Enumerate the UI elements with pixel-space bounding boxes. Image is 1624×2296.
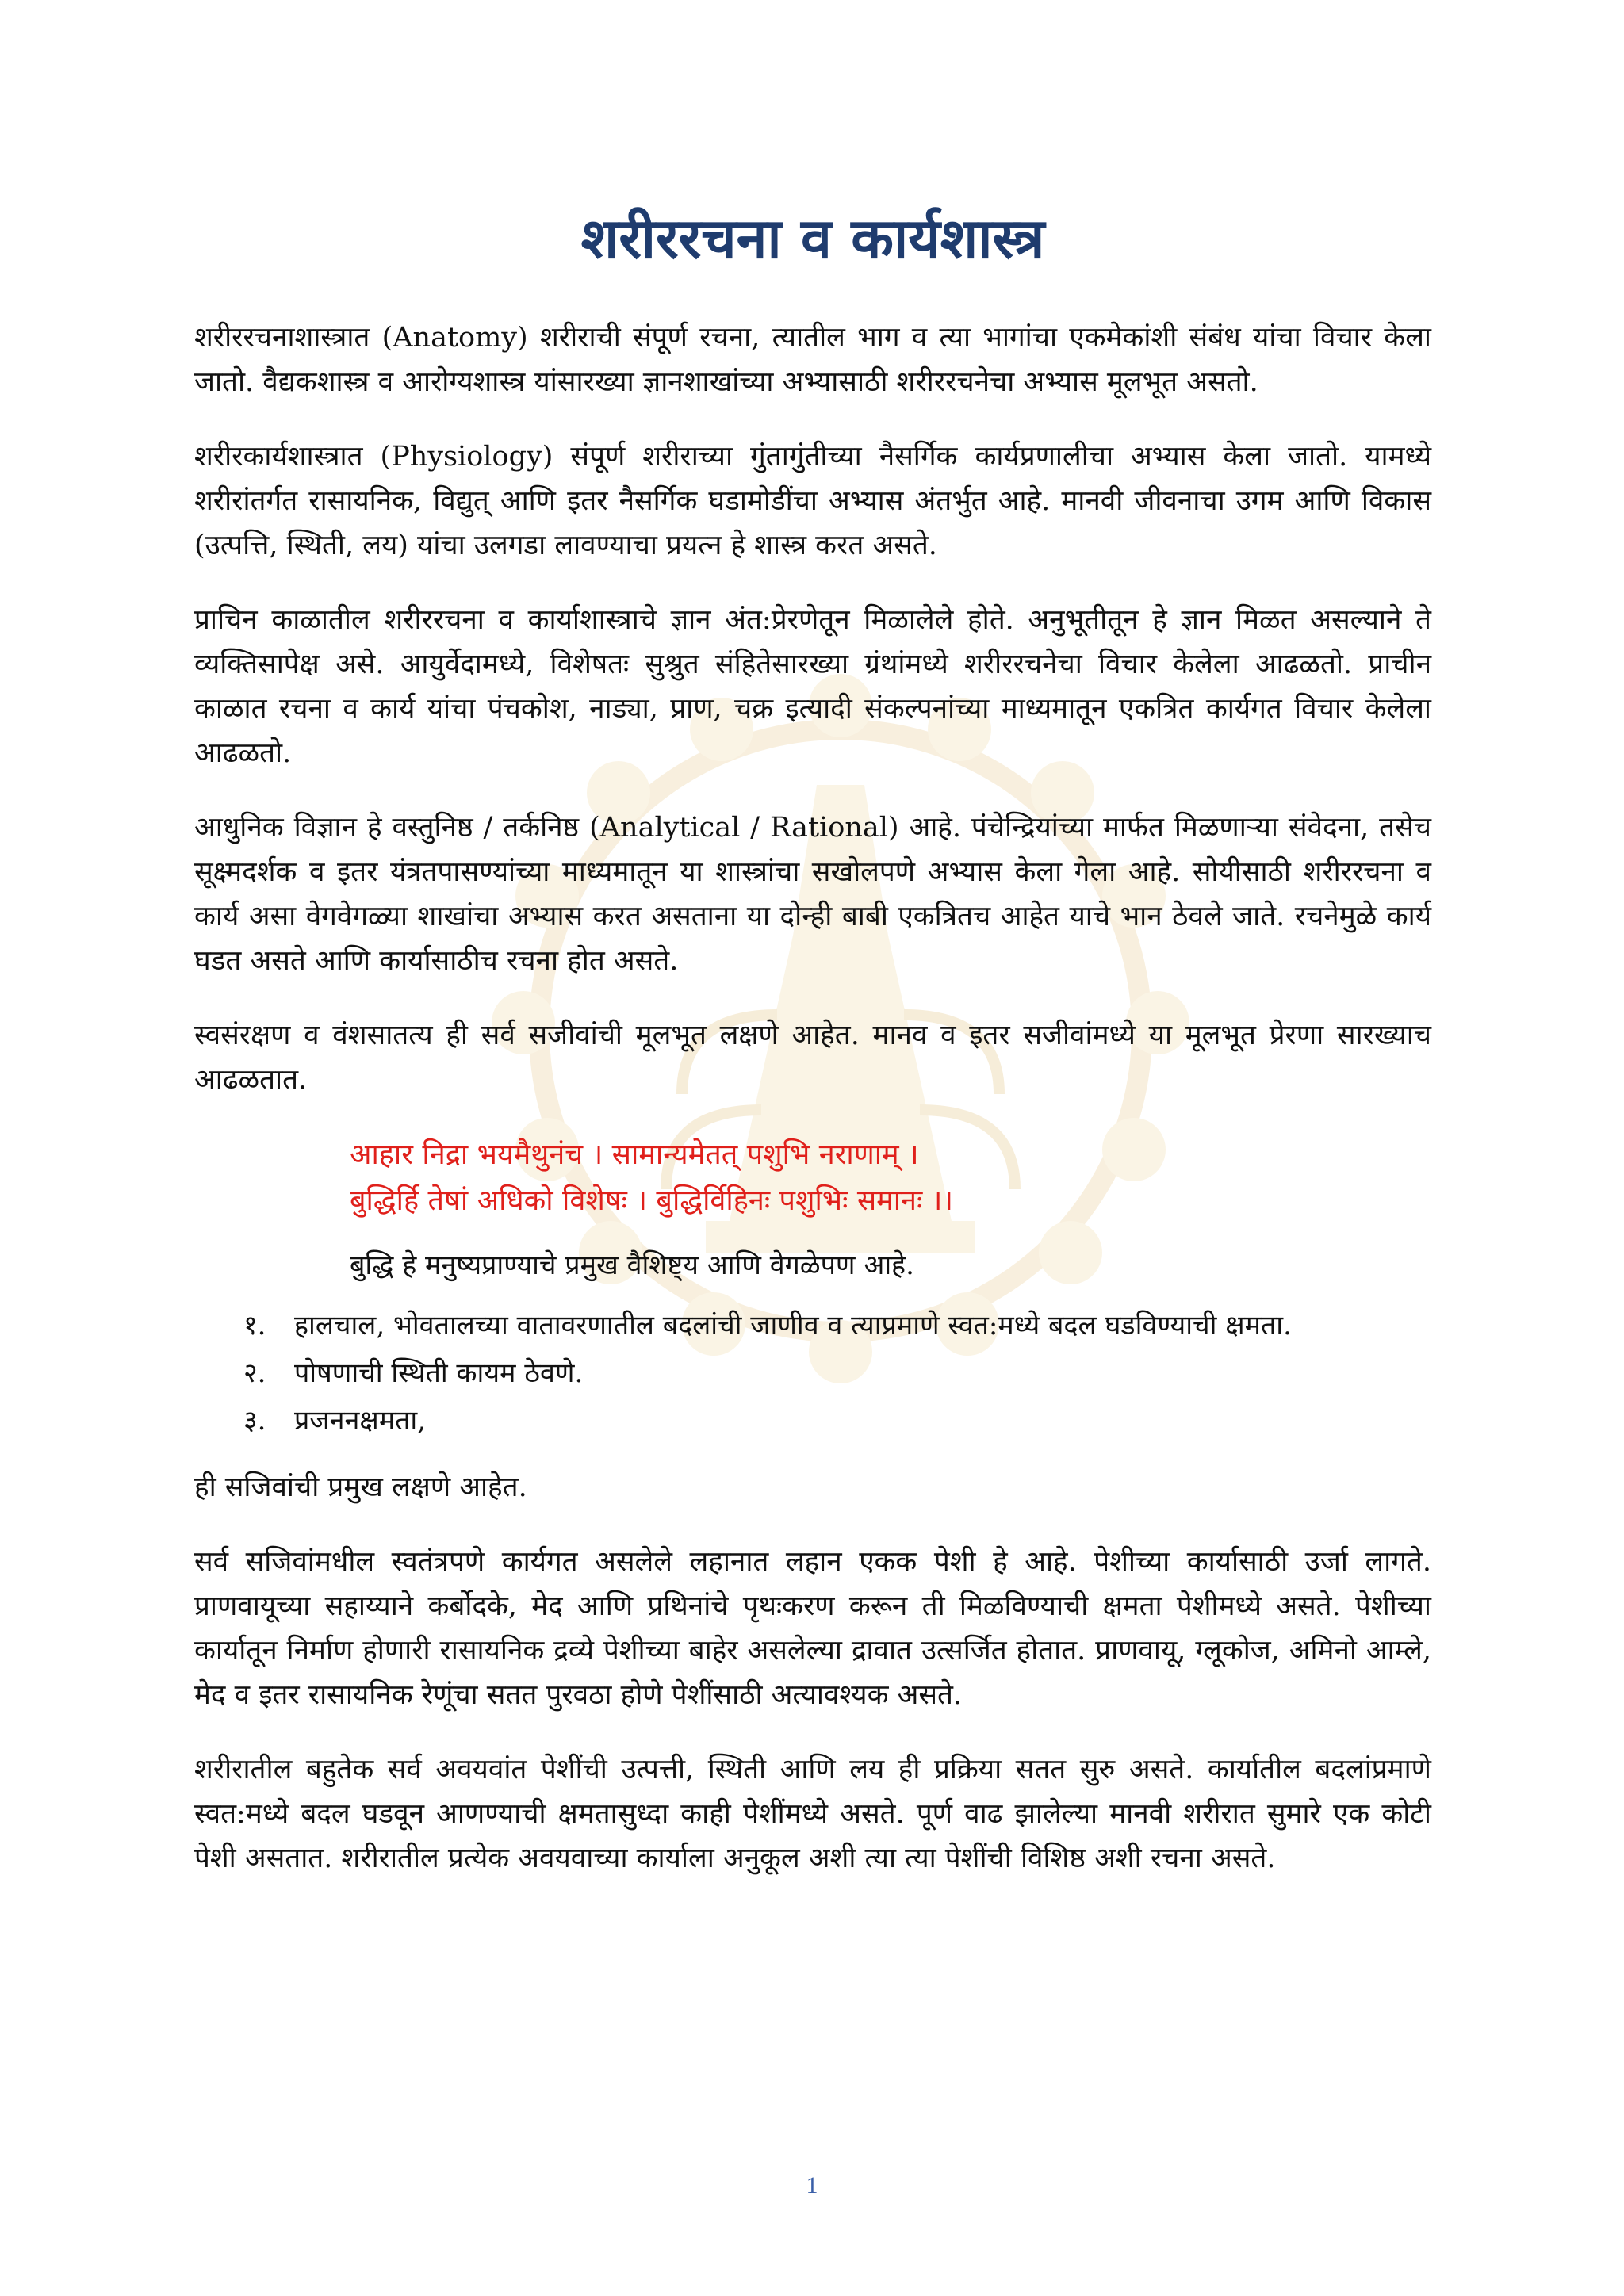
list-text: पोषणाची स्थिती कायम ठेवणे.	[294, 1357, 584, 1389]
paragraph-modern-science: आधुनिक विज्ञान हे वस्तुनिष्ठ / तर्कनिष्ठ (Analytical / Rational) आहे. पंचेन्द्रियांच्या मार्फत मिळणाऱ्या संवेदना, तसेच सूक्ष्मदर्शक व इतर यंत्रतपासण्यांच्या माध्यमातून या शास्त्रांचा सखोलपणे अभ्यास केला गेला आहे. सोयीसाठी शरीररचना व कार्य असा वेगवेगळ्या शाखांचा अभ्यास करत असताना या दोन्ही बाबी एकत्रितच आहेत याचे भान ठेवले जाते. रचनेमुळे कार्य घडत असते आणि कार्यासाठीच रचना होत असते.	[194, 812, 1431, 977]
paragraph-ancient-knowledge: प्राचिन काळातील शरीररचना व कार्याशास्त्राचे ज्ञान अंत:प्रेरणेतून मिळालेले होते. अनुभूतीतून हे ज्ञान मिळत असल्याने ते व्यक्तिसापेक्ष असे. आयुर्वेदामध्ये, विशेषतः सुश्रुत संहितेसारख्या ग्रंथांमध्ये शरीररचनेचा विचार केलेला आढळतो. प्राचीन काळात रचना व कार्य यांचा पंचकोश, नाड्या, प्राण, चक्र इत्यादी संकल्पनांच्या माध्यमातून एकत्रित कार्यगत विचार केलेला आढळतो.	[194, 604, 1431, 769]
verse-line: आहार निद्रा भयमैथुनंच । सामान्यमेतत् पशुभि नराणाम् ।	[350, 1138, 919, 1171]
list-text: हालचाल, भोवतालच्या वातावरणातील बदलांची जाणीव व त्याप्रमाणे स्वत:मध्ये बदल घडविण्याची क्षमता.	[294, 1310, 1292, 1341]
list-item	[243, 1397, 1431, 1445]
page-number: 1	[806, 2172, 818, 2198]
paragraph-self-preservation: स्वसंरक्षण व वंशसातत्य ही सर्व सजीवांची मूलभूत लक्षणे आहेत. मानव व इतर सजीवांमध्ये या मूलभूत प्रेरणा सारख्याच आढळतात.	[194, 1020, 1431, 1096]
verse-note: बुद्धि हे मनुष्यप्राण्याचे प्रमुख वैशिष्ट्य आणि वेगळेपण आहे.	[350, 1249, 914, 1281]
verse-line: बुद्धिर्हि तेषां अधिको विशेषः । बुद्धिर्विहिनः पशुभिः समानः ।।	[350, 1184, 954, 1217]
paragraph-cell-lifecycle: शरीरातील बहुतेक सर्व अवयवांत पेशींची उत्पत्ती, स्थिती आणि लय ही प्रक्रिया सतत सुरु असते. कार्यातील बदलांप्रमाणे स्वत:मध्ये बदल घडवून आणण्याची क्षमतासुध्दा काही पेशींमध्ये असते. पूर्ण वाढ झालेल्या मानवी शरीरात सुमारे एक कोटी पेशी असतात. शरीरातील प्रत्येक अवयवाच्या कार्याला अनुकूल अशी त्या त्या पेशींची विशिष्ठ अशी रचना असते.	[194, 1754, 1431, 1874]
list-number: ३.	[243, 1405, 266, 1437]
document-page	[194, 198, 1431, 1911]
paragraph-cell: सर्व सजिवांमधील स्वतंत्रपणे कार्यगत असलेले लहानात लहान एकक पेशी हे आहे. पेशीच्या कार्यासाठी उर्जा लागते. प्राणवायूच्या सहाय्याने कर्बोदके, मेद आणि प्रथिनांचे पृथःकरण करून ती मिळविण्याची क्षमता पेशीमध्ये असते. पेशीच्या कार्यातून निर्माण होणारी रासायनिक द्रव्ये पेशीच्या बाहेर असलेल्या द्रावात उत्सर्जित होतात. प्राणवायू, ग्लूकोज, अमिनो आम्ले, मेद व इतर रासायनिक रेणूंचा सतत पुरवठा होणे पेशींसाठी अत्यावश्यक असते.	[194, 1546, 1431, 1711]
list-item	[243, 1349, 1431, 1397]
list-number: १.	[243, 1310, 266, 1341]
paragraph-physiology: शरीरकार्यशास्त्रात (Physiology) संपूर्ण शरीराच्या गुंतागुंतीच्या नैसर्गिक कार्यप्रणालीचा अभ्यास केला जातो. यामध्ये शरीरांतर्गत रासायनिक, विद्युत् आणि इतर नैसर्गिक घडामोडींचा अभ्यास अंतर्भुत आहे. मानवी जीवनाचा उगम आणि विकास (उत्पत्ति, स्थिती, लय) यांचा उलगडा लावण्याचा प्रयत्न हे शास्त्र करत असते.	[194, 441, 1431, 561]
characteristics-list	[243, 1302, 1431, 1445]
paragraph-summary: ही सजिवांची प्रमुख लक्षणे आहेत.	[194, 1471, 527, 1503]
list-number: २.	[243, 1357, 266, 1389]
paragraph-anatomy: शरीररचनाशास्त्रात (Anatomy) शरीराची संपूर्ण रचना, त्यातील भाग व त्या भागांचा एकमेकांशी संबंध यांचा विचार केला जातो. वैद्यकशास्त्र व आरोग्यशास्त्र यांसारख्या ज्ञानशाखांच्या अभ्यासाठी शरीररचनेचा अभ्यास मूलभूत असतो.	[194, 322, 1431, 398]
list-text: प्रजननक्षमता,	[294, 1405, 427, 1437]
page-title: शरीररचना व कार्यशास्त्र	[580, 206, 1045, 271]
list-item	[243, 1302, 1431, 1349]
sanskrit-verse	[350, 1132, 1431, 1224]
